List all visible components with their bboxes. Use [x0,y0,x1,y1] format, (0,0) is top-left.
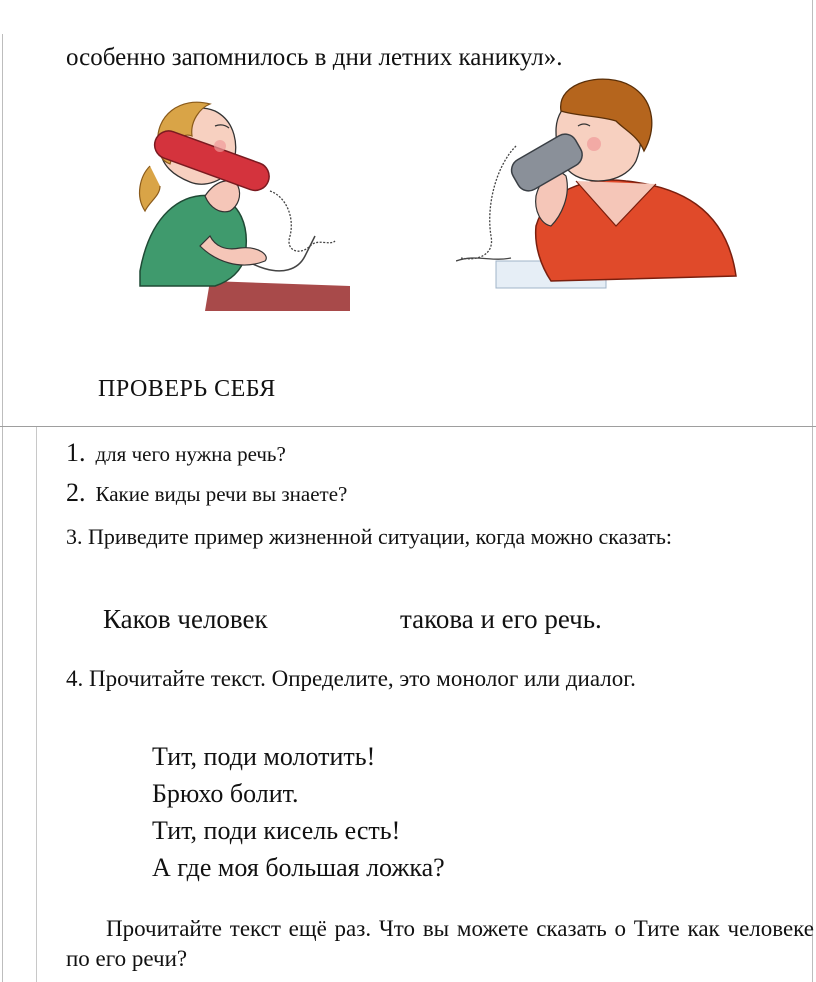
poem-line-3: Тит, поди кисель есть! [152,816,401,845]
proverb-part-1: Каков человек [103,604,268,634]
inner-column-line [36,427,37,982]
poem-line-2: Брюхо болит. [152,779,299,808]
final-task: Прочитайте текст ещё раз. Что вы можете сказать о Тите как человеке по его речи? [66,916,814,971]
girl-talking-phone-icon [120,86,360,316]
question-1-text: для чего нужна речь? [95,442,286,466]
question-4: 4. Прочитайте текст. Определите, это монолог или диалог. [66,666,636,691]
poem-block [152,738,445,886]
right-border-line [812,0,813,982]
section-heading: ПРОВЕРЬ СЕБЯ [98,376,276,402]
question-2-text: Какие виды речи вы знаете? [95,482,348,506]
question-2 [66,478,347,508]
proverb-part-2: такова и его речь. [400,604,602,634]
intro-text: особенно запомнилось в дни летних каникул». [66,44,563,71]
poem-line-1: Тит, поди молотить! [152,742,376,771]
question-1 [66,438,286,468]
question-3: 3. Приведите пример жизненной ситуации, когда можно сказать: [66,524,672,549]
poem-line-4: А где моя большая ложка? [152,853,445,882]
table-divider [0,426,816,427]
question-1-number: 1. [66,438,86,467]
question-2-number: 2. [66,478,86,507]
boy-talking-phone-icon [456,76,746,296]
left-border-line [2,34,3,982]
